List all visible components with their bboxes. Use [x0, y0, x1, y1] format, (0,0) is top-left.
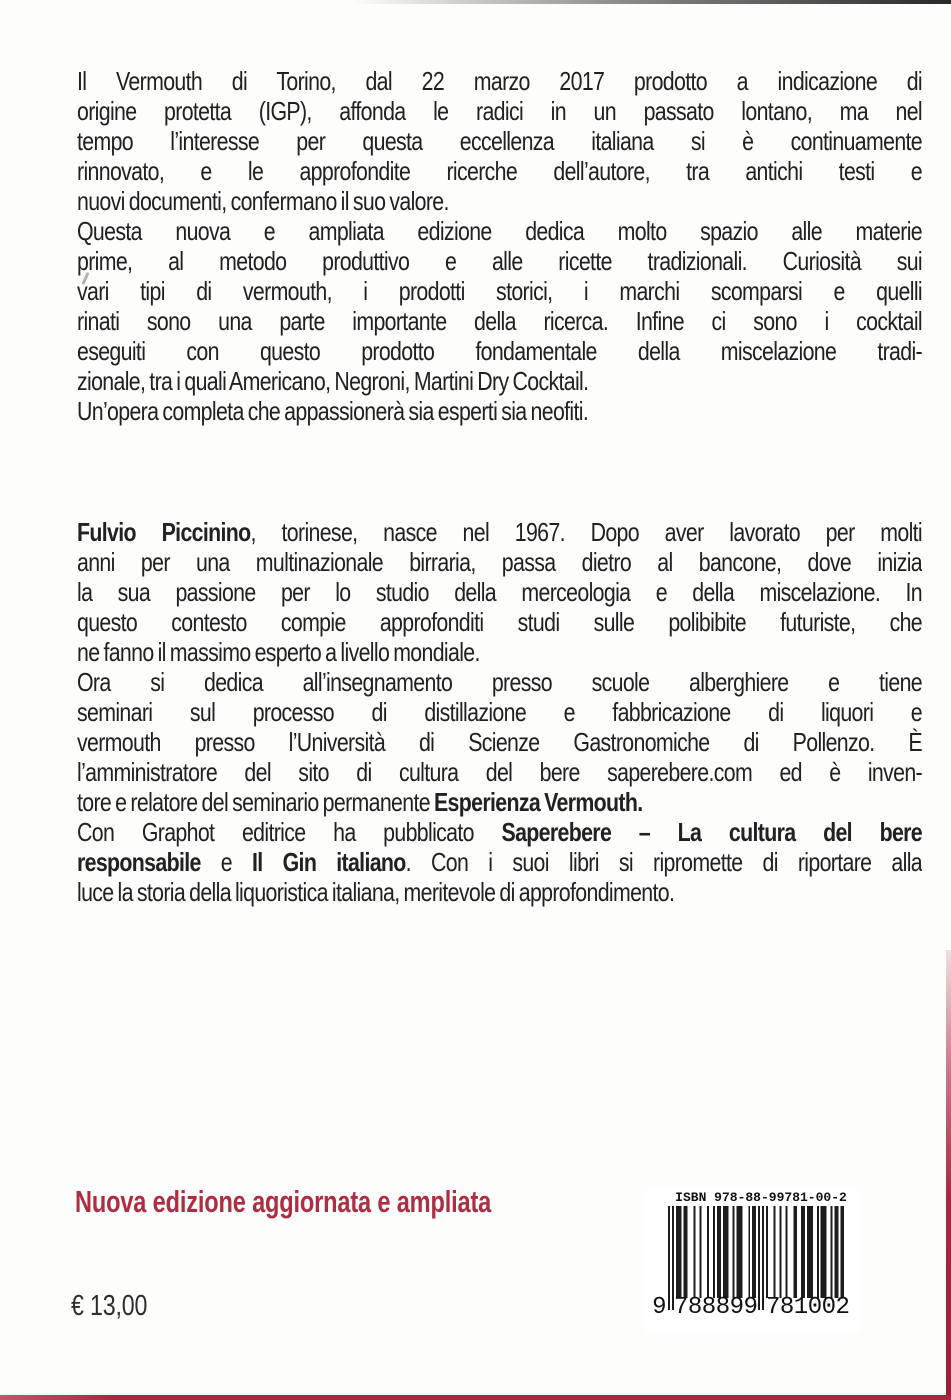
text-line: tempo l’interesse per questa eccellenza italiana si è continuamente: [77, 126, 923, 156]
text-line: Con Graphot editrice ha pubblicato Saperebere – La cultura del bere: [77, 817, 923, 847]
ean-digit-lead: 9: [652, 1294, 666, 1321]
text-line: Un’opera completa che appassionerà sia esperti sia neofiti.: [77, 396, 589, 426]
scan-edge-top-strip: [353, 0, 951, 4]
text-line: la sua passione per lo studio della merceologia e della miscelazione. In: [77, 577, 923, 607]
text-line: nuovi documenti, confermano il suo valore.: [77, 186, 449, 216]
synopsis-block: [77, 66, 922, 426]
text-line: prime, al metodo produttivo e alle ricette tradizionali. Curiosità sui: [77, 246, 923, 276]
text-line: anni per una multinazionale birraria, passa dietro al bancone, dove inizia: [77, 547, 923, 577]
text-line: rinnovato, e le approfondite ricerche dell’autore, tra antichi testi e: [77, 156, 923, 186]
text-line: responsabile e Il Gin italiano. Con i suoi libri si ripromette di riportare alla: [77, 847, 922, 877]
text-line: questo contesto compie approfonditi studi sulle polibibite futuriste, che: [77, 607, 923, 637]
isbn-number-label: ISBN 978-88-99781-00-2: [675, 1190, 847, 1205]
isbn-barcode: [645, 1190, 860, 1332]
bio-paragraph-3: [77, 817, 922, 907]
edition-note: Nuova edizione aggiornata e ampliata: [75, 1184, 492, 1219]
bio-paragraph-2: [77, 667, 922, 817]
text-line: luce la storia della liquoristica italiana, meritevole di approfondimento.: [77, 877, 675, 907]
ean-digit-group2: 781002: [766, 1294, 850, 1321]
synopsis-paragraph-1: [77, 66, 922, 216]
text-line: eseguiti con questo prodotto fondamentale della miscelazione tradi-: [77, 336, 923, 366]
text-line: Il Vermouth di Torino, dal 22 marzo 2017 prodotto a indicazione di: [77, 66, 923, 96]
text-line: seminari sul processo di distillazione e fabbricazione di liquori e: [77, 697, 923, 727]
bio-paragraph-1: [77, 517, 922, 667]
text-line: tore e relatore del seminario permanente Esperienza Vermouth.: [77, 787, 643, 817]
scan-edge-right-red-strip: [946, 950, 951, 1400]
text-line: vari tipi di vermouth, i prodotti storici, i marchi scomparsi e quelli: [77, 276, 923, 306]
synopsis-paragraph-3: [77, 396, 922, 426]
text-line: vermouth presso l’Università di Scienze Gastronomiche di Pollenzo. È: [77, 727, 923, 757]
text-line: rinati sono una parte importante della ricerca. Infine ci sono i cocktail: [77, 306, 923, 336]
text-line: Fulvio Piccinino, torinese, nasce nel 1967. Dopo aver lavorato per molti: [77, 517, 922, 547]
price-label: € 13,00: [71, 1290, 148, 1322]
text-line: Questa nuova e ampliata edizione dedica molto spazio alle materie: [77, 216, 923, 246]
ean-digit-group1: 788899: [674, 1294, 758, 1321]
text-line: Ora si dedica all’insegnamento presso scuole alberghiere e tiene: [77, 667, 923, 697]
author-bio-block: [77, 517, 922, 907]
synopsis-paragraph-2: [77, 216, 922, 396]
text-line: ne fanno il massimo esperto a livello mondiale.: [77, 637, 480, 667]
text-line: l’amministratore del sito di cultura del bere saperebere.com ed è inven-: [77, 757, 923, 787]
text-line: origine protetta (IGP), affonda le radici in un passato lontano, ma nel: [77, 96, 923, 126]
text-line: zionale, tra i quali Americano, Negroni, Martini Dry Cocktail.: [77, 366, 589, 396]
scan-edge-bottom-red-strip: [0, 1395, 951, 1400]
